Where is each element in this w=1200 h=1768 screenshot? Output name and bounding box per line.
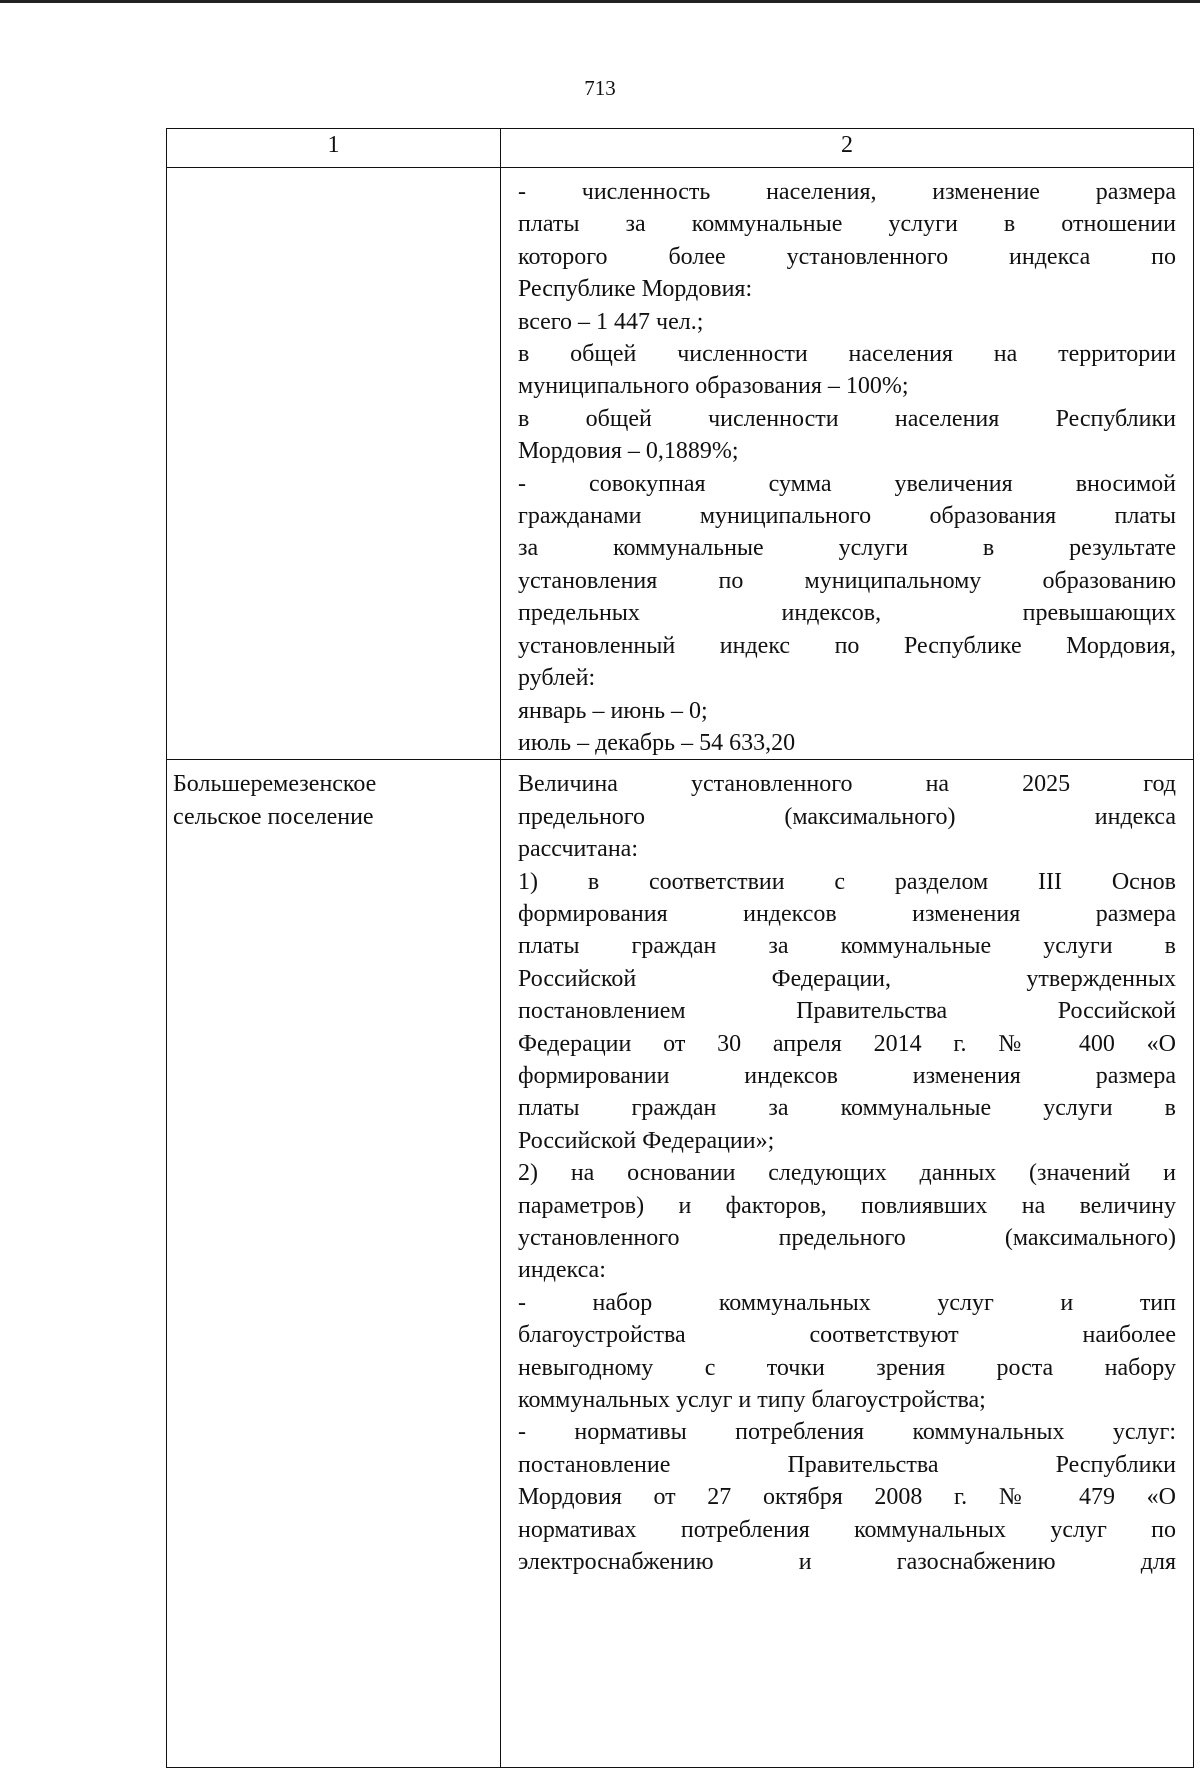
- text-line: в общей численности населения Республики: [518, 405, 1176, 432]
- text-line: 2) на основании следующих данных (значений и: [518, 1160, 1176, 1187]
- text-line: предельных индексов, превышающих: [518, 600, 1176, 627]
- text-line: в общей численности населения на территории: [518, 341, 1176, 368]
- text-line: Федерации от 30 апреля 2014 г. № 400 «О: [518, 1030, 1176, 1057]
- text-line: - совокупная сумма увеличения вносимой: [518, 470, 1176, 497]
- text-line: рассчитана:: [518, 836, 638, 863]
- page-number: 713: [584, 76, 616, 100]
- document-table: [166, 128, 1194, 1768]
- table-header-row: [167, 129, 1194, 168]
- text-line: формирования индексов изменения размера: [518, 900, 1176, 927]
- top-border-line: [0, 0, 1200, 3]
- text-line: рублей:: [518, 665, 596, 692]
- column-header-1: 1: [167, 129, 501, 168]
- text-line: платы граждан за коммунальные услуги в: [518, 1095, 1176, 1122]
- text-line: нормативах потребления коммунальных услуг по: [518, 1516, 1176, 1543]
- text-line: платы за коммунальные услуги в отношении: [518, 211, 1176, 238]
- text-line: невыгодному с точки зрения роста набору: [518, 1354, 1176, 1381]
- text-line: установленного предельного (максимального): [518, 1225, 1176, 1251]
- text-line: постановление Правительства Республики: [518, 1451, 1176, 1478]
- text-line: за коммунальные услуги в результате: [518, 535, 1176, 562]
- text-line: всего – 1 447 чел.;: [518, 308, 704, 335]
- text-line: установления по муниципальному образованию: [518, 567, 1176, 594]
- row-2-cell-1: [167, 760, 501, 1768]
- text-line: Российской Федерации, утвержденных: [518, 965, 1176, 992]
- row-1-cell-2: [501, 168, 1194, 760]
- text-line: электроснабжению и газоснабжению для: [518, 1549, 1176, 1576]
- text-line: январь – июнь – 0;: [518, 697, 708, 724]
- text-line: Мордовия – 0,1889%;: [518, 438, 739, 465]
- text-line: муниципального образования – 100%;: [518, 373, 909, 400]
- text-line: индекса:: [518, 1257, 606, 1284]
- text-line: июль – декабрь – 54 633,20: [518, 729, 796, 756]
- text-line: предельного (максимального) индекса: [518, 803, 1176, 830]
- text-line: - набор коммунальных услуг и тип: [518, 1289, 1176, 1316]
- text-line: платы граждан за коммунальные услуги в: [518, 933, 1176, 960]
- text-line: - нормативы потребления коммунальных услуг:: [518, 1419, 1176, 1446]
- text-line: формировании индексов изменения размера: [518, 1062, 1176, 1089]
- text-line: 1) в соответствии с разделом III Основ: [518, 868, 1176, 895]
- text-line: сельское поселение: [173, 803, 374, 830]
- text-line: установленный индекс по Республике Мордовия,: [518, 632, 1176, 659]
- text-line: постановлением Правительства Российской: [518, 998, 1176, 1025]
- text-line: параметров) и факторов, повлиявших на величину: [518, 1192, 1176, 1219]
- text-line: благоустройства соответствуют наиболее: [518, 1322, 1176, 1349]
- text-line: коммунальных услуг и типу благоустройства;: [518, 1387, 986, 1414]
- text-line: - численность населения, изменение размера: [518, 179, 1176, 205]
- text-line: гражданами муниципального образования платы: [518, 503, 1176, 530]
- text-line: которого более установленного индекса по: [518, 243, 1176, 270]
- text-line: Большеремезенское: [173, 771, 377, 798]
- column-header-2: 2: [501, 129, 1194, 168]
- text-line: Мордовия от 27 октября 2008 г. № 479 «О: [518, 1484, 1176, 1511]
- table-row: [167, 760, 1194, 1768]
- row-2-cell-2: [501, 760, 1194, 1768]
- text-line: Величина установленного на 2025 год: [518, 771, 1176, 798]
- text-line: Республике Мордовия:: [518, 276, 753, 303]
- table-row: [167, 168, 1194, 760]
- row-1-cell-1: [167, 168, 501, 760]
- text-line: Российской Федерации»;: [518, 1127, 775, 1154]
